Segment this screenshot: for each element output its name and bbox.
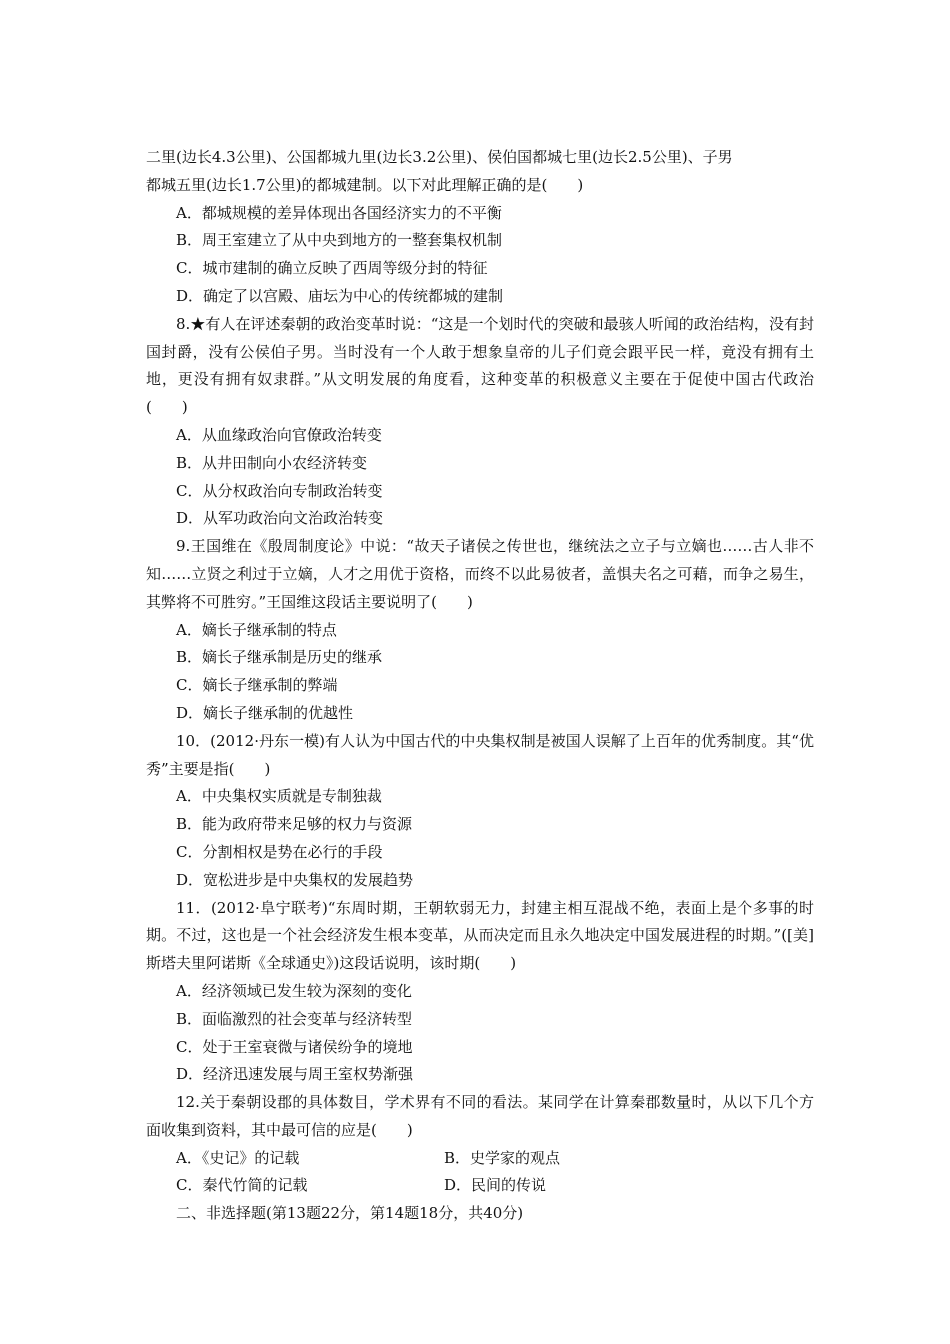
q9-option-d: D．嫡长子继承制的优越性: [176, 703, 354, 722]
q12-option-c: C．秦代竹简的记载: [176, 1176, 308, 1195]
q9-stem: 9.王国维在《殷周制度论》中说：“故天子诸侯之传世也，继统法之立子与立嫡也……古人非不知……立贤之利过于立嫡，人才之用优于资格，而终不以此易彼者，盖惧夫名之可藉，而争之易生，其弊将不可胜穷。”王国维这段话主要说明了( ): [146, 537, 814, 611]
q12-options-row-1: [146, 1145, 814, 1173]
q8-stem: 8.★有人在评述秦朝的政治变革时说：“这是一个划时代的突破和最骇人听闻的政治结构，没有封国封爵，没有公侯伯子男。当时没有一个人敢于想象皇帝的儿子们竟会跟平民一样，竟没有拥有土地，更没有拥有奴隶群。”从文明发展的角度看，这种变革的积极意义主要在于促使中国古代政治( ): [146, 314, 814, 417]
question-9: [146, 533, 814, 728]
question-12: [146, 1089, 814, 1200]
q7-option-a: A．都城规模的差异体现出各国经济实力的不平衡: [176, 203, 502, 222]
q10-option-a: A．中央集权实质就是专制独裁: [176, 787, 382, 806]
q12-option-d: D．民间的传说: [444, 1176, 547, 1195]
q8-option-b: B．从井田制向小农经济转变: [176, 453, 368, 472]
q11-option-a: A．经济领域已发生较为深刻的变化: [176, 981, 412, 1000]
q12-option-a: A．《史记》的记载: [176, 1148, 300, 1167]
q12-stem: 12.关于秦朝设郡的具体数目，学术界有不同的看法。某同学在计算秦郡数量时，从以下几个方面收集到资料，其中最可信的应是( ): [146, 1093, 814, 1139]
q8-option-c: C．从分权政治向专制政治转变: [176, 481, 383, 500]
question-10: [146, 728, 814, 895]
q10-option-c: C．分割相权是势在必行的手段: [176, 842, 383, 861]
q8-option-d: D．从军功政治向文治政治转变: [176, 509, 384, 528]
q11-option-c: C．处于王室衰微与诸侯纷争的境地: [176, 1037, 413, 1056]
q10-option-b: B．能为政府带来足够的权力与资源: [176, 815, 413, 834]
q12-option-b: B．史学家的观点: [444, 1148, 561, 1167]
q10-option-d: D．宽松进步是中央集权的发展趋势: [176, 870, 414, 889]
q7-option-b: B．周王室建立了从中央到地方的一整套集权机制: [176, 231, 503, 250]
q7-text-line-1: 二里(边长4.3公里)、公国都城九里(边长3.2公里)、侯伯国都城七里(边长2.5公里)、子男: [146, 148, 733, 166]
q7-text-line-2: 都城五里(边长1.7公里)的都城建制。以下对此理解正确的是( ): [146, 175, 584, 194]
q7-option-d: D．确定了以宫殿、庙坛为中心的传统都城的建制: [176, 286, 504, 305]
question-8: [146, 311, 814, 533]
q9-option-b: B．嫡长子继承制是历史的继承: [176, 648, 383, 667]
question-11: [146, 895, 814, 1090]
page-content: [146, 144, 814, 1228]
section-2-heading: 二、非选择题(第13题22分，第14题18分，共40分): [176, 1204, 524, 1223]
q10-stem: 10．(2012·丹东一模)有人认为中国古代的中央集权制是被国人误解了上百年的优秀制度。其“优秀”主要是指( ): [146, 731, 814, 778]
q12-options-row-2: [146, 1172, 814, 1200]
q9-option-a: A．嫡长子继承制的特点: [176, 620, 337, 639]
q11-stem: 11．(2012·阜宁联考)“东周时期，王朝软弱无力，封建主相互混战不绝，表面上是个多事的时期。不过，这也是一个社会经济发生根本变革，从而决定而且永久地决定中国发展进程的时期。”([美]斯塔夫里阿诺斯《全球通史》)这段话说明，该时期( ): [146, 898, 814, 973]
q7-option-c: C．城市建制的确立反映了西周等级分封的特征: [176, 259, 488, 278]
q11-option-d: D．经济迅速发展与周王室权势渐强: [176, 1065, 414, 1084]
q8-option-a: A．从血缘政治向官僚政治转变: [176, 425, 382, 444]
q9-option-c: C．嫡长子继承制的弊端: [176, 676, 338, 695]
question-7-continued: [146, 144, 814, 311]
q11-option-b: B．面临激烈的社会变革与经济转型: [176, 1009, 413, 1028]
